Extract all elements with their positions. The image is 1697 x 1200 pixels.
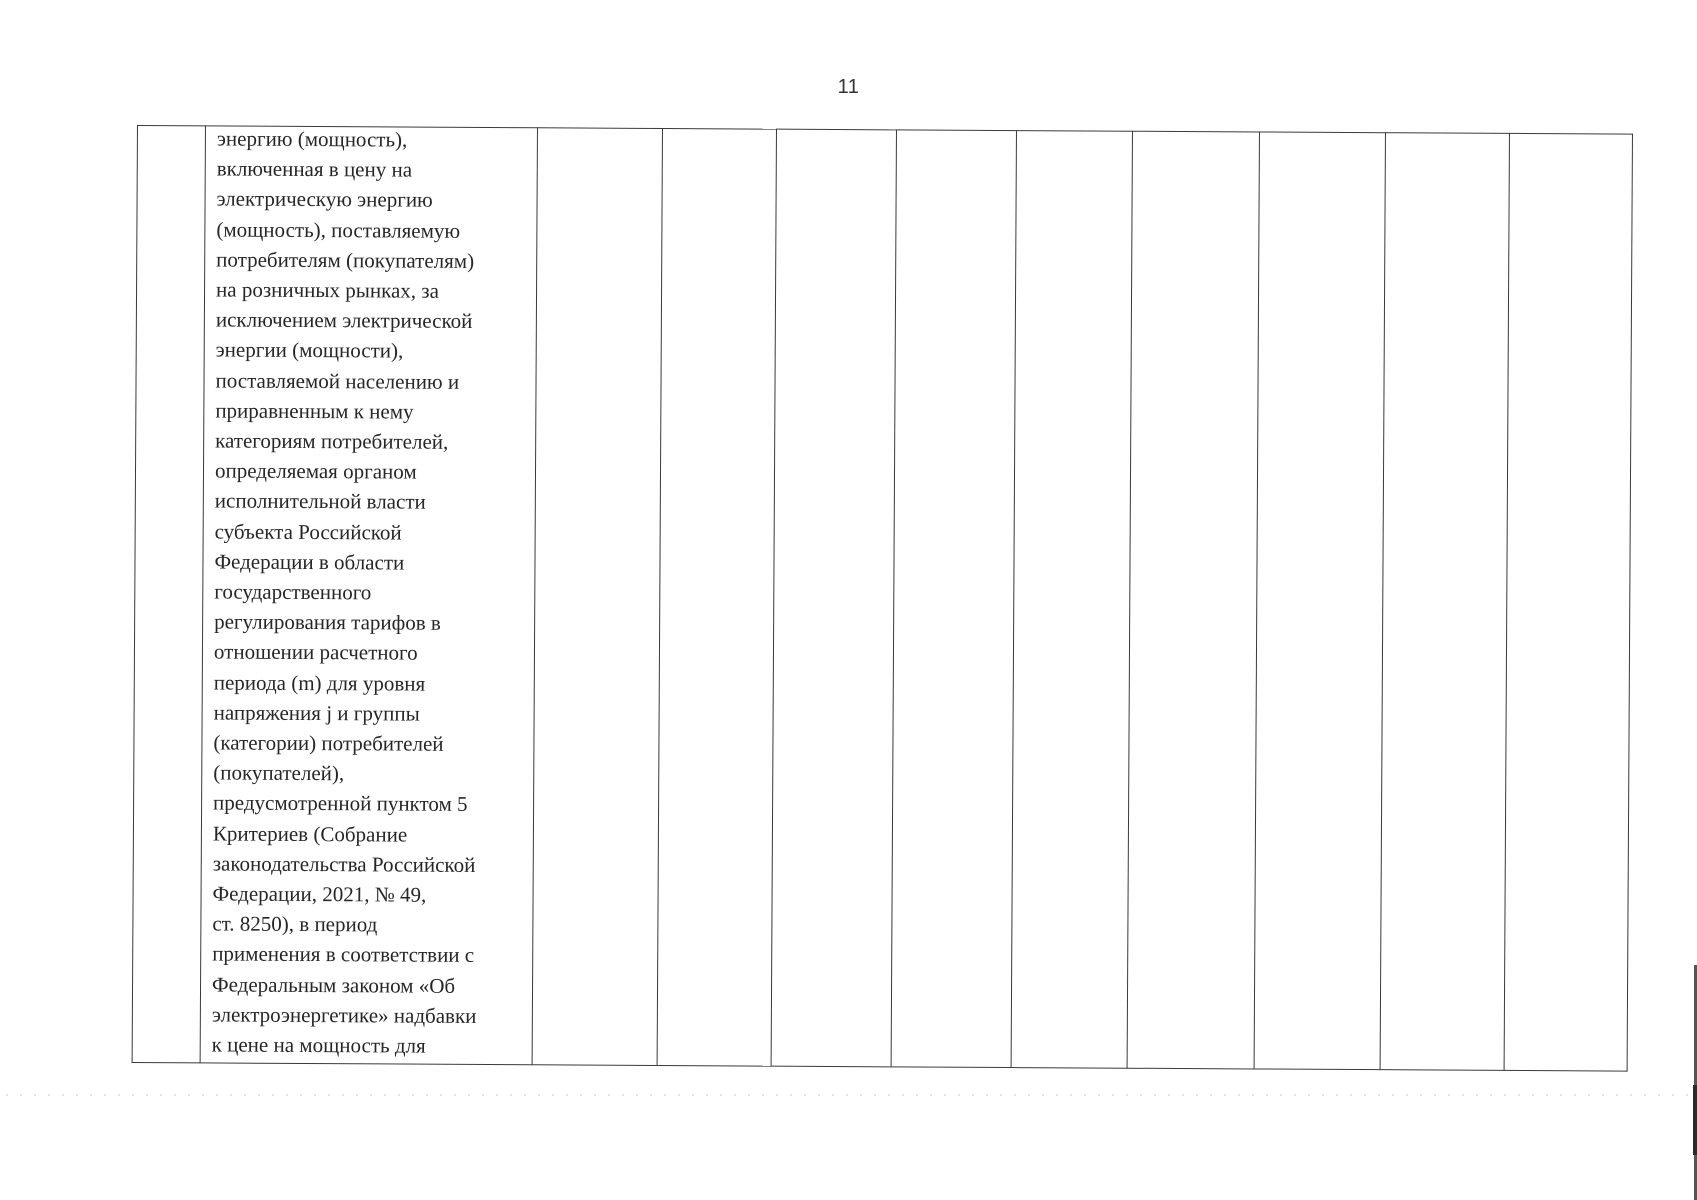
table-cell — [657, 129, 776, 1067]
description-text: энергию (мощность), включенная в цену на электрическую энергию (мощность), поставляемую потребителям (покупателям) на розничных рынках, за исключением электрической энергии (мощности), поставляемой населению и приравненным к нему категориям потребителей, определяемая органом исполнительной власти субъекта Российской Федерации в области государственного регулирования тарифов в отношении расчетного периода (m) для уровня напряжения j и группы (категории) потребителей (покупателей), предусмотренной пунктом 5 Критериев (Собрание законодательства Российской Федерации, 2021, № 49, ст. 8250), в период применения в соответствии с Федеральным законом «Об электроэнергетике» надбавки к цене на мощность для — [211, 126, 477, 1058]
table-cell — [771, 129, 896, 1067]
table-cell — [1127, 131, 1259, 1069]
cell-index — [132, 126, 205, 1063]
table-cell — [891, 130, 1016, 1068]
table-container — [132, 125, 1632, 1072]
table-cell — [1504, 133, 1632, 1071]
cell-description — [200, 126, 537, 1065]
data-table — [132, 125, 1633, 1072]
page-number: 11 — [837, 76, 860, 98]
table-cell — [532, 128, 662, 1066]
table-row — [132, 126, 1632, 1072]
table-cell — [1380, 133, 1509, 1071]
table-cell — [1011, 131, 1132, 1069]
scan-artifact-line — [0, 1094, 1697, 1096]
scan-edge-mark — [1693, 1085, 1697, 1155]
table-cell — [1254, 132, 1385, 1070]
